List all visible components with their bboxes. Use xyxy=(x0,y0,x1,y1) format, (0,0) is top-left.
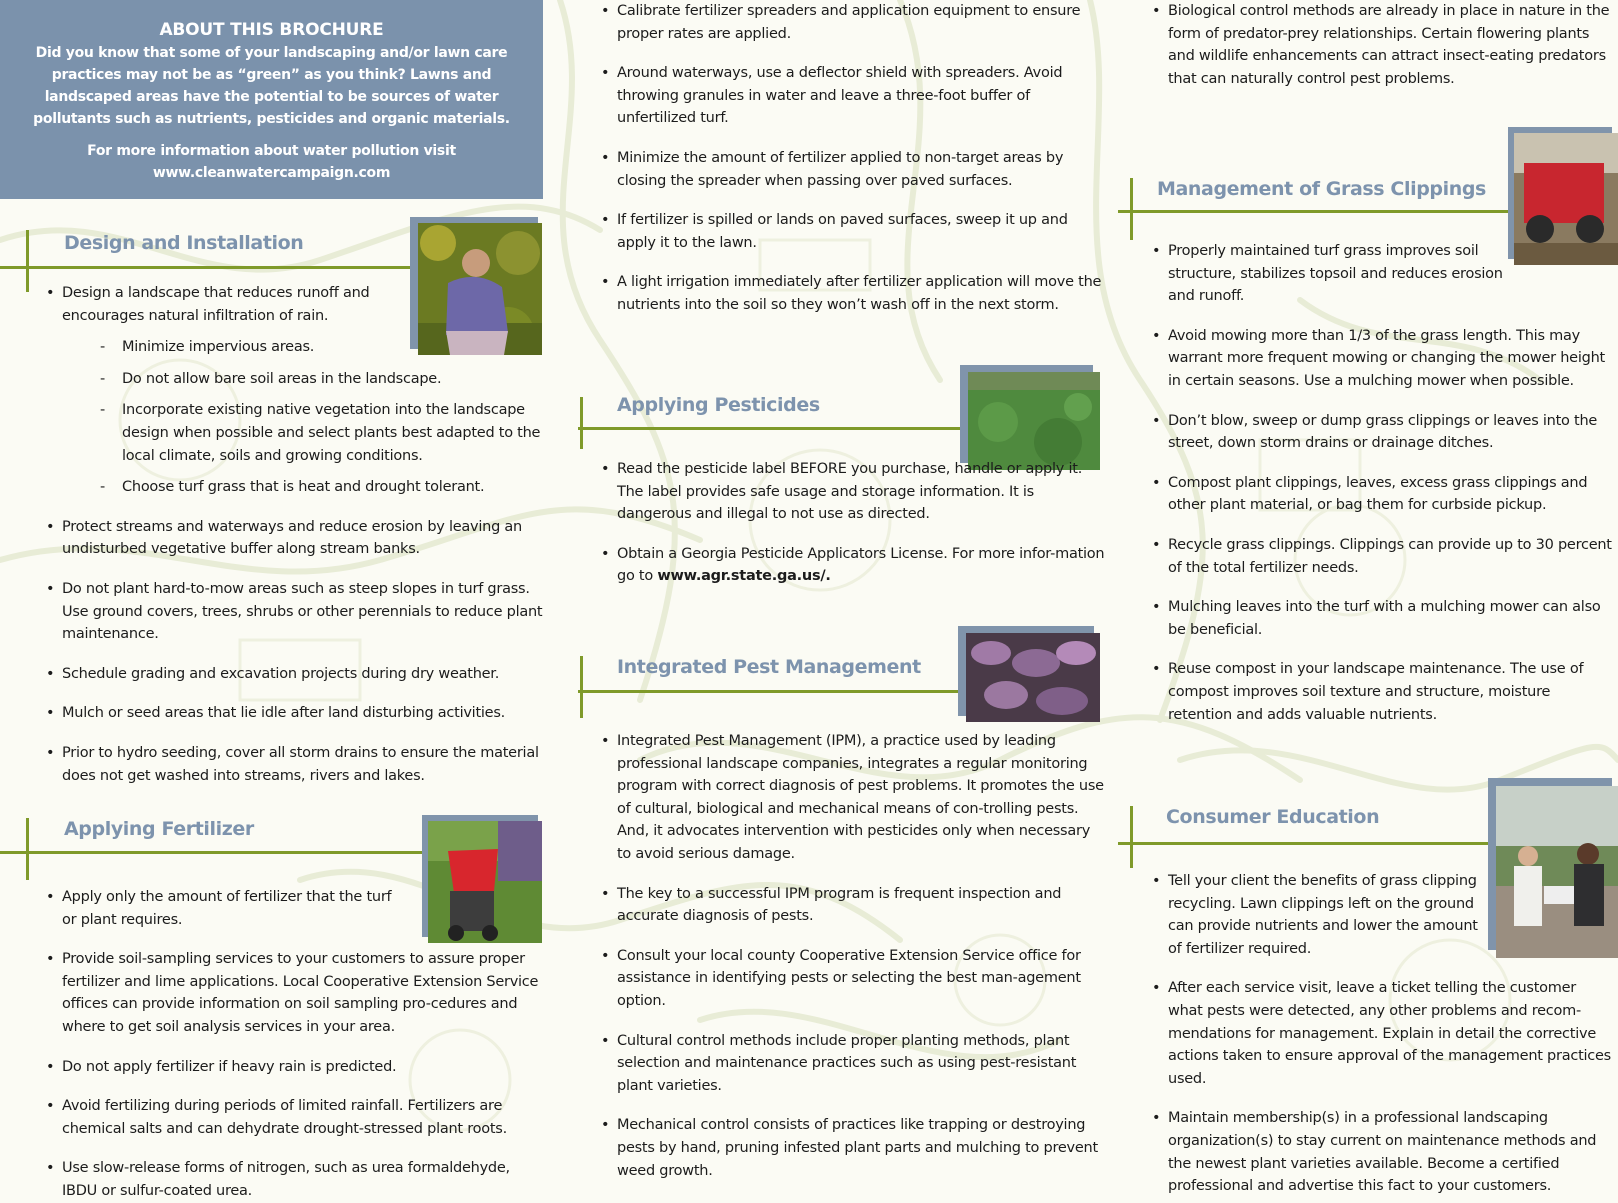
list-item: • Calibrate fertilizer spreaders and application equipment to ensure proper rates are applied. xyxy=(597,0,1105,45)
design-item-1: • Design a landscape that reduces runoff and encourages natural infiltration of rain. xyxy=(62,285,370,324)
about-more-line1: For more information about water pollution visit xyxy=(87,143,456,159)
list-item: • Provide soil-sampling services to your customers to assure proper fertilizer and lime applications. Local Cooperative Extension Service offices can provide information on soil sampling pro-cedures and where to get soil analysis services in your area. xyxy=(42,948,547,1038)
sublist-item: - Incorporate existing native vegetation into the landscape design when possible and select plants best adapted to the local climate, soils and growing conditions. xyxy=(62,399,547,467)
section-heading-ipm xyxy=(578,654,968,724)
list-item: • If fertilizer is spilled or lands on paved surfaces, sweep it up and apply it to the lawn. xyxy=(597,209,1105,254)
ipm-title: Integrated Pest Management xyxy=(617,656,921,678)
foliage-image xyxy=(966,633,1100,722)
about-more-info xyxy=(18,140,525,184)
fertilizer-title: Applying Fertilizer xyxy=(64,818,254,840)
list-item: • Schedule grading and excavation projects during dry weather. xyxy=(42,663,547,686)
design-sublist xyxy=(62,336,547,499)
section-heading-fertilizer xyxy=(0,818,430,888)
list-item: • Integrated Pest Management (IPM), a practice used by leading professional landscape companies, integrates a regular monitoring program with correct diagnosis of pest problems. It promotes the use of cultural, biological and mechanical means of con-trolling pests. And, it advocates intervention with pesticides only when necessary to avoid serious damage. xyxy=(597,730,1105,866)
section-heading-pesticides xyxy=(578,385,968,455)
list-item: • Don’t blow, sweep or dump grass clippings or leaves into the street, down storm drains or drainage ditches. xyxy=(1148,410,1613,455)
list-item: • Avoid fertilizing during periods of limited rainfall. Fertilizers are chemical salts and can dehydrate drought-stressed plant roots. xyxy=(42,1095,547,1140)
grass-item-1: • Properly maintained turf grass improves soil structure, stabilizes topsoil and reduces erosion and runoff. xyxy=(1168,243,1503,305)
ipm-list-continued xyxy=(1148,0,1613,90)
list-item: • A light irrigation immediately after fertilizer application will move the nutrients into the soil so they won’t wash off in the next storm. xyxy=(597,271,1105,316)
consumer-item-1: • Tell your client the benefits of grass clipping recycling. Lawn clippings left on the ground can provide nutrients and lower the amount of fertilizer required. xyxy=(1168,873,1478,957)
list-item: • Use slow-release forms of nitrogen, such as urea formaldehyde, IBDU or sulfur-coated urea. xyxy=(42,1157,547,1202)
list-item: • Reuse compost in your landscape maintenance. The use of compost improves soil texture and structure, moisture retention and adds valuable nutrients. xyxy=(1148,658,1613,726)
about-brochure-box xyxy=(0,0,543,199)
list-item xyxy=(1148,870,1613,960)
sublist-item: - Choose turf grass that is heat and drought tolerant. xyxy=(62,476,547,499)
design-list xyxy=(42,282,547,787)
sublist-item: - Do not allow bare soil areas in the landscape. xyxy=(62,368,547,391)
consumer-title: Consumer Education xyxy=(1166,806,1380,828)
about-body: Did you know that some of your landscaping and/or lawn care practices may not be as “green” as you think? Lawns and landscaped areas have the potential to be sources of water pollutants such as nutrients, pesticides and organic materials. xyxy=(33,45,510,127)
grass-title: Management of Grass Clippings xyxy=(1157,178,1486,200)
turf-image xyxy=(968,372,1100,470)
list-item: • After each service visit, leave a ticket telling the customer what pests were detected, any other problems and recom-mendations for management. Explain in detail the corrective actions taken to ensure approval of the management practices used. xyxy=(1148,977,1613,1090)
ipm-list xyxy=(597,730,1105,1182)
list-item xyxy=(42,282,547,499)
list-item: • Mulching leaves into the turf with a mulching mower can also be beneficial. xyxy=(1148,596,1613,641)
list-item xyxy=(1148,240,1613,308)
list-item: • Prior to hydro seeding, cover all storm drains to ensure the material does not get washed into streams, rivers and lakes. xyxy=(42,742,547,787)
list-item: • Minimize the amount of fertilizer applied to non-target areas by closing the spreader when passing over paved surfaces. xyxy=(597,147,1105,192)
list-item: • Do not apply fertilizer if heavy rain is predicted. xyxy=(42,1056,547,1079)
photo-turf-grass xyxy=(960,365,1100,470)
section-heading-consumer xyxy=(1118,806,1498,876)
list-item: • Recycle grass clippings. Clippings can provide up to 30 percent of the total fertilizer needs. xyxy=(1148,534,1613,579)
list-item: • Consult your local county Cooperative Extension Service office for assistance in identifying pests or selecting the best man-agement option. xyxy=(597,945,1105,1013)
grass-list xyxy=(1148,240,1613,726)
list-item: • Biological control methods are already in place in nature in the form of predator-prey relationships. Certain flowering plants and wildlife enhancements can attract insect-eating predators that can naturally control pest problems. xyxy=(1148,0,1613,90)
list-item: • Mulch or seed areas that lie idle after land disturbing activities. xyxy=(42,702,547,725)
list-item: • Avoid mowing more than 1/3 of the grass length. This may warrant more frequent mowing or changing the mower height in certain seasons. Use a mulching mower when possible. xyxy=(1148,325,1613,393)
list-item: • Do not plant hard-to-mow areas such as steep slopes in turf grass. Use ground covers, trees, shrubs or other perennials to reduce plant maintenance. xyxy=(42,578,547,646)
photo-pests-foliage xyxy=(958,626,1100,722)
section-heading-grass xyxy=(1118,178,1513,248)
list-item: • The key to a successful IPM program is frequent inspection and accurate diagnosis of pests. xyxy=(597,883,1105,928)
list-item: • Maintain membership(s) in a professional landscaping organization(s) to stay current on maintenance methods and the newest plant varieties available. Become a certified professional and advertise this fact to your customers. xyxy=(1148,1107,1613,1197)
list-item xyxy=(42,886,547,931)
fertilizer-list-continued xyxy=(597,0,1105,317)
sublist-item: - Minimize impervious areas. xyxy=(62,336,547,359)
consumer-list xyxy=(1148,870,1613,1198)
fertilizer-item-1: • Apply only the amount of fertilizer that the turf or plant requires. xyxy=(62,889,392,928)
fertilizer-list xyxy=(42,886,547,1203)
list-item xyxy=(597,543,1105,588)
list-item: • Around waterways, use a deflector shield with spreaders. Avoid throwing granules in water and leave a three-foot buffer of unfertilized turf. xyxy=(597,62,1105,130)
list-item: • Protect streams and waterways and reduce erosion by leaving an undisturbed vegetative buffer along stream banks. xyxy=(42,516,547,561)
pesticides-list xyxy=(597,458,1105,588)
about-website-link[interactable]: www.cleanwatercampaign.com xyxy=(152,165,391,181)
list-item: • Mechanical control consists of practices like trapping or destroying pests by hand, pruning infested plant parts and mulching to prevent weed growth. xyxy=(597,1114,1105,1182)
pesticides-title: Applying Pesticides xyxy=(617,394,820,416)
agr-website-link[interactable]: www.agr.state.ga.us/. xyxy=(657,568,831,585)
design-title: Design and Installation xyxy=(64,232,304,254)
about-title: ABOUT THIS BROCHURE xyxy=(159,20,384,40)
pesticides-item-2: Obtain a Georgia Pesticide Applicators License. For more infor-mation go to xyxy=(617,545,1105,585)
list-item: • Cultural control methods include proper planting methods, plant selection and maintenance practices such as using pest-resistant plant varieties. xyxy=(597,1030,1105,1098)
list-item: • Compost plant clippings, leaves, excess grass clippings and other plant material, or bag them for curbside pickup. xyxy=(1148,472,1613,517)
list-item: • Read the pesticide label BEFORE you purchase, handle or apply it. The label provides safe usage and storage information. It is dangerous and illegal to not use as directed. xyxy=(597,458,1105,526)
